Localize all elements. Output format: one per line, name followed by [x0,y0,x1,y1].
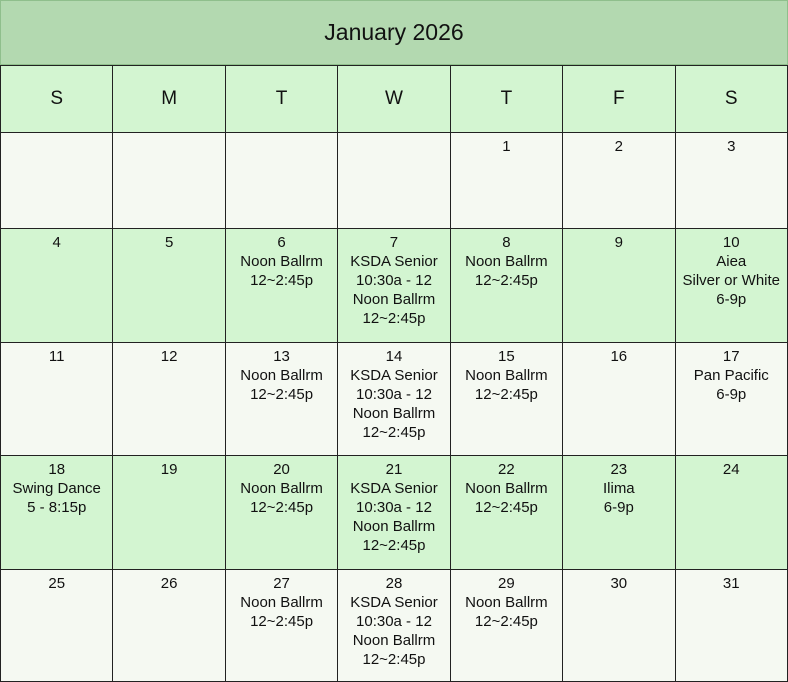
day-cell [338,133,450,229]
day-number: 16 [610,347,628,365]
day-number: 5 [164,234,174,252]
day-number: 9 [614,234,623,252]
day-number: 22 [498,461,515,479]
weekday-header: W [338,66,450,133]
day-number: 12 [160,347,178,365]
calendar-grid [0,65,788,682]
day-number: 28 [385,574,403,592]
event-line: Noon Ballrm [240,253,323,271]
event-line: Noon Ballrm [465,366,548,384]
day-number: 4 [52,234,61,252]
day-cell [338,569,450,682]
day-number: 27 [273,574,290,592]
day-cell [338,456,450,569]
week-row [1,229,788,342]
day-number: 30 [610,574,628,592]
day-number: 21 [385,461,403,479]
event-line: 10:30a - 12 [356,272,432,290]
day-number: 23 [610,461,628,479]
day-number: 17 [722,347,740,365]
event-line: 12~2:45p [362,310,426,328]
day-number: 15 [498,347,515,365]
day-cell [563,229,675,342]
event-line: Noon Ballrm [240,366,323,384]
day-cell [450,133,562,229]
day-cell [675,133,787,229]
day-number: 3 [727,138,736,155]
day-cell [225,229,337,342]
event-line: Noon Ballrm [240,593,323,611]
day-number: 24 [722,461,740,479]
weekday-header: T [450,66,562,133]
event-line: KSDA Senior [350,366,438,384]
event-line: 10:30a - 12 [356,385,432,403]
event-line: 12~2:45p [250,385,314,403]
weekday-header-row [1,66,788,133]
day-cell [113,229,225,342]
event-line: 6-9p [716,291,747,309]
event-line: Aiea [716,253,747,271]
day-number: 13 [273,347,290,365]
day-cell [225,342,337,455]
day-cell [450,569,562,682]
day-cell [675,569,787,682]
event-line: Swing Dance [12,480,101,498]
day-number: 18 [48,461,66,479]
day-cell [1,569,113,682]
day-number: 26 [160,574,178,592]
day-cell [450,229,562,342]
event-line: 6-9p [603,499,634,517]
event-line: Pan Pacific [693,366,769,384]
day-cell [113,456,225,569]
event-line: 12~2:45p [474,499,538,517]
week-row [1,569,788,682]
event-line: 10:30a - 12 [356,612,432,630]
day-cell [1,229,113,342]
week-row [1,133,788,229]
day-cell [450,342,562,455]
event-line: Ilima [602,480,635,498]
event-line: Noon Ballrm [240,480,323,498]
event-line: KSDA Senior [350,593,438,611]
day-cell [563,569,675,682]
day-number: 14 [385,347,403,365]
day-number: 1 [502,138,511,155]
weekday-header: T [225,66,337,133]
day-cell [338,229,450,342]
event-line: 12~2:45p [362,537,426,555]
day-cell [563,342,675,455]
day-cell [675,342,787,455]
event-line: KSDA Senior [350,480,438,498]
week-row [1,342,788,455]
day-number: 19 [160,461,178,479]
day-number: 25 [48,574,66,592]
day-cell [675,229,787,342]
event-line: 10:30a - 12 [356,499,432,517]
calendar-title: January 2026 [0,0,788,65]
day-cell [675,456,787,569]
day-number: 11 [48,347,65,365]
event-line: 12~2:45p [250,612,314,630]
day-number: 10 [722,234,740,252]
week-row [1,456,788,569]
weekday-header: S [675,66,787,133]
day-cell [563,133,675,229]
event-line: KSDA Senior [350,253,438,271]
day-number: 20 [273,461,290,479]
day-cell [113,569,225,682]
day-cell [225,569,337,682]
day-number: 7 [389,234,399,252]
weekday-header: F [563,66,675,133]
weekday-header: S [1,66,113,133]
event-line: Noon Ballrm [352,291,436,309]
day-number: 31 [722,574,740,592]
event-line: Noon Ballrm [352,518,436,536]
event-line: 12~2:45p [474,612,538,630]
event-line: Noon Ballrm [465,253,548,271]
day-number: 6 [277,234,286,252]
event-line: 12~2:45p [362,650,426,668]
event-line: Noon Ballrm [465,480,548,498]
event-line: 12~2:45p [250,499,314,517]
day-cell [225,456,337,569]
event-line: Silver or White [682,272,781,290]
event-line: Noon Ballrm [352,404,436,422]
event-line: 6-9p [716,385,747,403]
weekday-header: M [113,66,225,133]
event-line: 5 - 8:15p [27,499,87,517]
day-cell [563,456,675,569]
day-number: 2 [614,138,623,155]
day-cell [1,133,113,229]
day-cell [338,342,450,455]
day-number: 29 [498,574,515,592]
day-cell [1,456,113,569]
event-line: Noon Ballrm [352,631,436,649]
day-cell [113,342,225,455]
day-cell [1,342,113,455]
event-line: Noon Ballrm [465,593,548,611]
day-cell [225,133,337,229]
day-cell [450,456,562,569]
event-line: 12~2:45p [474,385,538,403]
event-line: 12~2:45p [362,423,426,441]
day-number: 8 [502,234,511,252]
event-line: 12~2:45p [250,272,314,290]
day-cell [113,133,225,229]
event-line: 12~2:45p [474,272,538,290]
